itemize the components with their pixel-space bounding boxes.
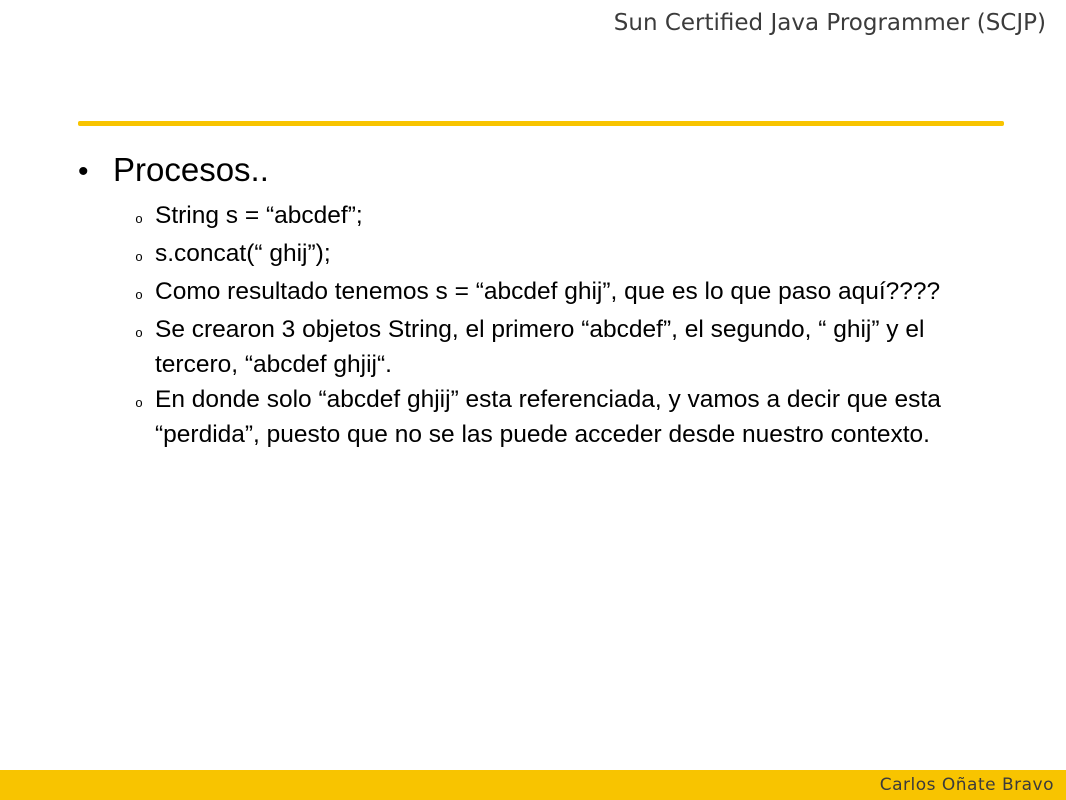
sub-bullet-item xyxy=(78,236,998,274)
header-title: Sun Certified Java Programmer (SCJP) xyxy=(613,10,1046,36)
sub-bullet-item xyxy=(78,312,998,382)
main-bullet xyxy=(78,148,998,194)
slide-content xyxy=(78,148,998,452)
sub-bullet-item xyxy=(78,274,998,312)
header-divider xyxy=(78,121,1004,126)
circle-bullet-icon: o xyxy=(135,325,143,340)
sub-bullet-list xyxy=(78,198,998,452)
sub-bullet-item xyxy=(78,382,998,452)
bullet-dot-icon: • xyxy=(78,155,89,188)
circle-bullet-icon: o xyxy=(135,287,143,302)
circle-bullet-icon: o xyxy=(135,211,143,226)
sub-bullet-text: Se crearon 3 objetos String, el primero “abcdef”, el segundo, “ ghij” y el tercero, “abcdef ghjij“. xyxy=(155,316,925,378)
footer-author: Carlos Oñate Bravo xyxy=(879,775,1054,795)
circle-bullet-icon: o xyxy=(135,249,143,264)
circle-bullet-icon: o xyxy=(135,395,143,410)
sub-bullet-text: En donde solo “abcdef ghjij” esta referenciada, y vamos a decir que esta “perdida”, puesto que no se las puede acceder desde nuestro contexto. xyxy=(155,386,941,448)
sub-bullet-text: s.concat(“ ghij”); xyxy=(155,240,331,267)
sub-bullet-item xyxy=(78,198,998,236)
sub-bullet-text: Como resultado tenemos s = “abcdef ghij”, que es lo que paso aquí???? xyxy=(155,278,941,305)
sub-bullet-text: String s = “abcdef”; xyxy=(155,202,363,229)
main-bullet-text: Procesos.. xyxy=(113,151,269,188)
